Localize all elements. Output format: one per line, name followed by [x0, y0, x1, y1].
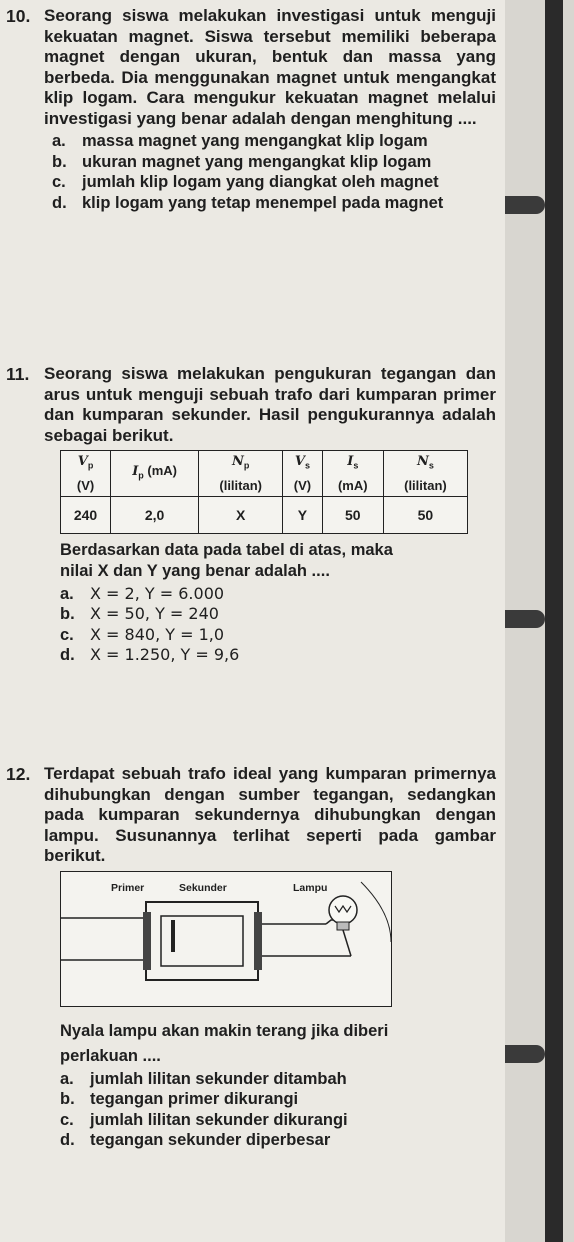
table-header: $I_p$ (mA)	[111, 451, 199, 497]
binder-hole	[505, 1045, 545, 1063]
question-10	[6, 6, 496, 213]
question-number: 10.	[6, 6, 31, 26]
option-b[interactable]: b. X = 50, Y = 240	[60, 604, 219, 624]
table-cell: 240	[61, 496, 111, 533]
label-primer: Primer	[111, 881, 145, 894]
question-text-continued: Nyala lampu akan makin terang jika diberi	[60, 1021, 389, 1040]
label-lampu: Lampu	[293, 881, 328, 894]
transformer-figure	[60, 871, 392, 1007]
question-text: Terdapat sebuah trafo ideal yang kumparan primernya dihubungkan dengan sumber tegangan, sedangkan pada kumparan sekundernya dihubungkan dengan lampu. Susunannya terlihat seperti pada gambar berikut.	[44, 764, 496, 865]
table-header-row	[61, 451, 468, 497]
option-c[interactable]: c. jumlah lilitan sekunder dikurangi	[60, 1110, 348, 1129]
options-list	[60, 1069, 496, 1151]
question-text: Seorang siswa melakukan pengukuran tegangan dan arus untuk menguji sebuah trafo dari kumparan primer dan kumparan sekunder. Hasil pengukurannya adalah sebagai berikut.	[44, 364, 496, 445]
table-header: $N_s$ (lilitan)	[383, 451, 467, 497]
options-list	[52, 131, 496, 213]
question-number: 12.	[6, 764, 31, 784]
binder-hole	[505, 610, 545, 628]
table-header: $I_s$ (mA)	[322, 451, 383, 497]
table-cell: X	[199, 496, 283, 533]
option-d[interactable]: d. X = 1.250, Y = 9,6	[60, 645, 240, 665]
option-b[interactable]: b. ukuran magnet yang mengangkat klip logam	[52, 152, 432, 171]
table-cell: 50	[322, 496, 383, 533]
table-header: $N_p$ (lilitan)	[199, 451, 283, 497]
table-cell: 50	[383, 496, 467, 533]
question-text: Seorang siswa melakukan investigasi untuk menguji kekuatan magnet. Siswa tersebut memiliki beberapa magnet dengan ukuran, bentuk dan massa yang berbeda. Dia menggunakan magnet untuk mengangkat klip logam. Cara mengukur kekuatan magnet melalui investigasi yang benar adalah dengan menghitung ....	[44, 6, 496, 128]
table-header: $V_s$ (V)	[283, 451, 322, 497]
option-d[interactable]: d. klip logam yang tetap menempel pada magnet	[52, 193, 444, 212]
binder-edge	[505, 0, 574, 1242]
option-b[interactable]: b. tegangan primer dikurangi	[60, 1090, 299, 1108]
label-sekunder: Sekunder	[179, 881, 227, 894]
option-c[interactable]: c. jumlah klip logam yang diangkat oleh magnet	[52, 173, 439, 191]
question-text-continued: perlakuan ....	[60, 1046, 161, 1065]
table-row	[61, 496, 468, 533]
measurement-table	[60, 450, 468, 534]
question-12	[6, 764, 496, 1151]
option-a[interactable]: a. massa magnet yang mengangkat klip logam	[52, 132, 428, 150]
option-a[interactable]: a. jumlah lilitan sekunder ditambah	[60, 1069, 347, 1088]
table-header: $V_p$ (V)	[61, 451, 111, 497]
option-d[interactable]: d. tegangan sekunder diperbesar	[60, 1131, 331, 1149]
question-text-continued: Berdasarkan data pada tabel di atas, maka	[60, 540, 393, 559]
option-c[interactable]: c. X = 840, Y = 1,0	[60, 624, 225, 644]
question-number: 11.	[6, 364, 30, 384]
binder-hole	[505, 196, 545, 214]
question-11	[6, 364, 496, 666]
options-list	[60, 584, 496, 666]
table-cell: 2,0	[111, 496, 199, 533]
option-a[interactable]: a. X = 2, Y = 6.000	[60, 583, 225, 603]
table-cell: Y	[283, 496, 322, 533]
question-text-continued: nilai X dan Y yang benar adalah ....	[60, 561, 330, 580]
binder-spine	[545, 0, 563, 1242]
